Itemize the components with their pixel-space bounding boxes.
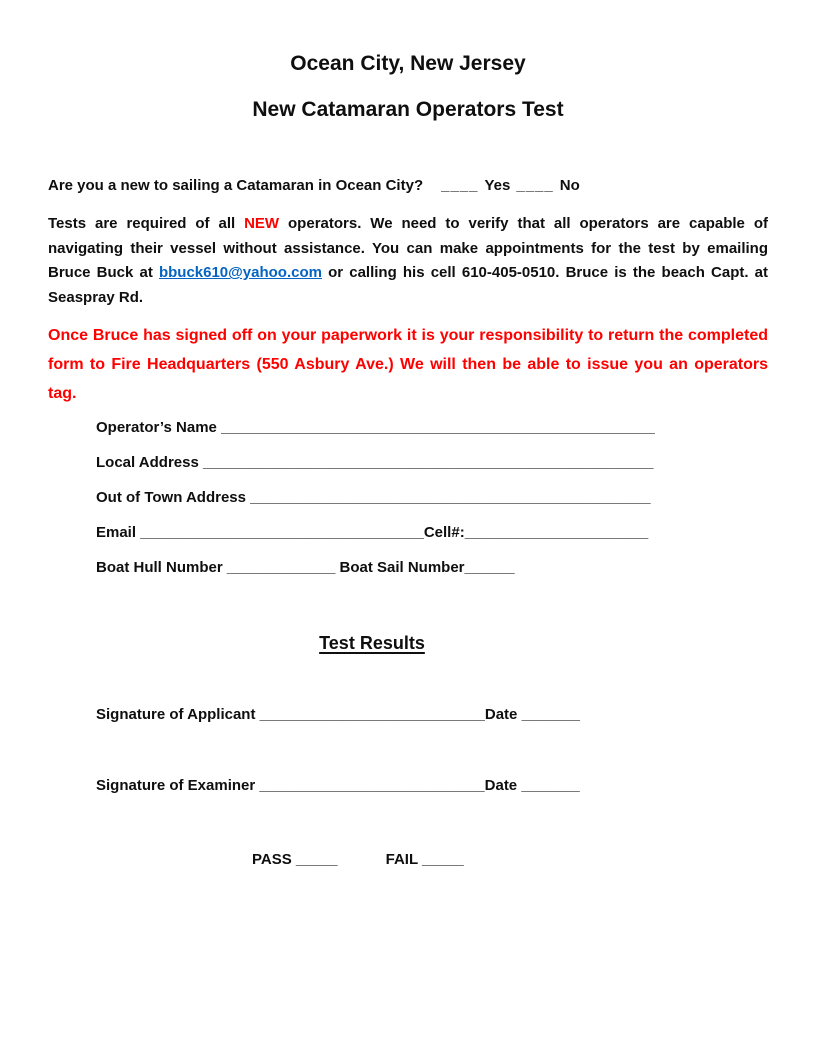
- signature-examiner-blank-line: ___________________________: [259, 777, 485, 795]
- no-blank-line: ____: [516, 177, 554, 194]
- operator-name-label: Operator’s Name: [96, 419, 217, 437]
- doc-title-city: Ocean City, New Jersey: [290, 52, 526, 75]
- return-notice-paragraph: Once Bruce has signed off on your paperwork it is your responsibility to return the completed form to Fire Headquarters (550 Asbury Ave.) We will then be able to issue you an operators tag.: [48, 327, 768, 402]
- intro-text-3: or calling his cell 610-405-0510. Bruce is the beach Capt. at Seaspray Rd.: [48, 264, 768, 306]
- field-operator-name: [96, 418, 768, 437]
- applicant-date-label: Date: [484, 706, 518, 724]
- local-address-label: Local Address: [96, 454, 199, 472]
- no-label: No: [559, 177, 580, 194]
- signature-applicant-row: [48, 705, 768, 724]
- applicant-fields: [48, 418, 768, 577]
- yes-label: Yes: [484, 177, 511, 194]
- pass-label: PASS: [252, 851, 292, 869]
- applicant-date-blank-line: _______: [521, 706, 580, 724]
- fail-group: [386, 851, 464, 868]
- fail-label: FAIL: [385, 851, 418, 869]
- examiner-date-blank-line: _______: [521, 777, 580, 795]
- signature-applicant-label: Signature of Applicant: [96, 706, 256, 724]
- field-boat-numbers: [96, 558, 768, 577]
- field-email-cell: [96, 523, 768, 542]
- cell-label: Cell#:: [423, 524, 465, 542]
- pass-group: [252, 851, 338, 868]
- test-results-heading: Test Results: [319, 633, 425, 654]
- out-of-town-address-label: Out of Town Address: [96, 489, 246, 507]
- field-local-address: [96, 453, 768, 472]
- pass-blank-line: _____: [295, 851, 338, 869]
- fail-blank-line: _____: [422, 851, 464, 869]
- local-address-blank-line: ______________________________________________________: [202, 454, 654, 472]
- intro-text-2: operators. We need to verify that all operators are capable of navigating their vessel without assistance. You can make appointments for the test by emailing Bruce Buck at: [48, 215, 768, 282]
- signature-examiner-row: [48, 776, 768, 795]
- intro-paragraph: [48, 212, 768, 310]
- email-link[interactable]: bbuck610@yahoo.com: [158, 264, 322, 282]
- yes-blank-line: ____: [441, 177, 479, 194]
- examiner-date-label: Date: [484, 777, 518, 795]
- cell-blank-line: ______________________: [464, 524, 649, 542]
- signature-examiner-label: Signature of Examiner: [96, 777, 256, 795]
- email-blank-line: __________________________________: [140, 524, 424, 542]
- boat-hull-blank-line: _____________: [226, 559, 336, 577]
- signature-applicant-blank-line: ___________________________: [259, 706, 485, 724]
- intro-text-1: Tests are required of all: [48, 215, 245, 232]
- operator-name-blank-line: ____________________________________________________: [221, 419, 655, 437]
- boat-sail-blank-line: ______: [464, 559, 515, 577]
- new-sailor-question: [48, 175, 768, 196]
- boat-sail-label: Boat Sail Number: [339, 559, 465, 577]
- new-highlight: NEW: [244, 215, 280, 232]
- email-label: Email: [96, 524, 137, 542]
- pass-fail-row: [48, 850, 768, 869]
- out-of-town-address-blank-line: ________________________________________________: [250, 489, 651, 507]
- boat-hull-label: Boat Hull Number: [96, 559, 223, 577]
- doc-title-test: New Catamaran Operators Test: [252, 98, 564, 121]
- field-out-of-town-address: [96, 488, 768, 507]
- question-text: Are you a new to sailing a Catamaran in Ocean City?: [48, 177, 424, 194]
